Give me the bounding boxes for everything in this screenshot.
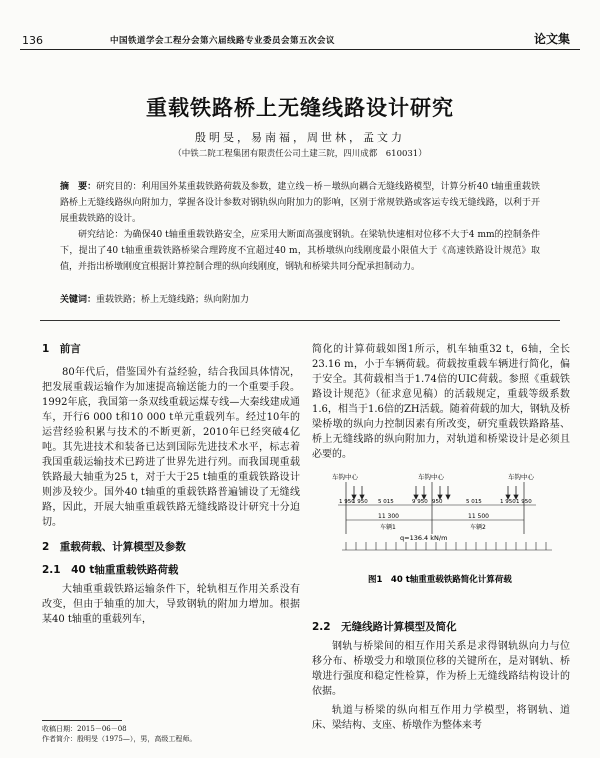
- paper-title: 重载铁路桥上无缝线路设计研究: [146, 95, 454, 120]
- abstract-label: 摘 要：: [60, 182, 97, 192]
- authors: 殷明旻，易南福，周世林，孟文力: [195, 131, 405, 144]
- page-number: 136: [22, 34, 43, 47]
- dim-label-6: 5 015: [466, 499, 482, 505]
- affiliation: （中铁二院工程集团有限责任公司土建三院，四川成都 610031）: [173, 149, 427, 159]
- abstract-text: 研究目的：利用国外某重载铁路荷载及参数，建立线－桥－墩纵向耦合无缝线路模型，计算分析40 t轴重重载铁路桥上无缝线路纵向附加力，掌握各设计参数对钢轨纵向附加力的影响，区别于常规铁路或客运专线无缝线路，以利于开展重载铁路的设计。: [60, 182, 540, 224]
- abstract-conclusion: 研究结论：为确保40 t轴重重载铁路安全，应采用大断面高强度钢轨。在梁轨快速相对位移不大于4 mm的控制条件下，提出了40 t轴重重载铁路桥梁合理跨度不宜超过40 m，其桥墩纵向线刚度最小限值大于《高速铁路设计规范》取值，并指出桥墩刚度宜根据计算控制合理的纵向线刚度，钢轨和桥梁共同分配承担制动力。: [60, 230, 540, 272]
- dim-label-8: 1 950: [516, 499, 532, 505]
- section-2-2-paragraph-2: 轨道与桥梁的纵向相互作用力学模型，将钢轨、道床、梁结构、支座、桥墩作为整体来考: [312, 705, 570, 731]
- footnote: [42, 724, 302, 744]
- figure-1-load-diagram: [312, 470, 570, 595]
- section-1-paragraph: 80年代后，借鉴国外有益经验，结合我国具体情况，把发展重载运输作为加速提高输送能力的一个重要手段。1992年底，我国第一条双线重载运煤专线—大秦线建成通车，开行6 000 t和10 000 t单元重载列车。经过10年的运营经验积累与技术的不断更新，2010年已经突破4亿吨。其先进技术和装备已达到国际先进技术水平，标志着我国重载运输技术已跨进了世界先进行列。而我国现重载铁路最大轴重为25 t，对于大于25 t轴重的重载铁路设计则涉及较少。国外40 t轴重的重载铁路普遍铺设了无缝线路，因此，开展大轴重重载铁路无缝线路设计研究十分迫切。: [42, 367, 300, 528]
- section-2-1-heading: 2.1 40 t轴重重载铁路荷载: [42, 564, 179, 576]
- abstract-separator: [40, 320, 560, 321]
- right-column-bottom: [312, 620, 570, 733]
- received-date: 收稿日期：2015－06－08: [42, 725, 127, 733]
- uniform-load-hatch: [342, 542, 552, 550]
- dim-label-2: 1 950: [352, 499, 368, 505]
- keywords-label: 关键词：: [60, 295, 97, 305]
- section-2-heading: 2 重载荷载、计算模型及参数: [42, 541, 186, 553]
- car-center-label-2: 车钩中心: [418, 473, 444, 481]
- span-label-1: 11 300: [378, 513, 399, 520]
- dim-label-3: 5 015: [378, 499, 394, 505]
- abstract: [60, 179, 540, 227]
- car-center-label-1: 车钩中心: [332, 473, 358, 481]
- dim-label-5: 950: [432, 499, 443, 505]
- dim-label-4: 9 950: [412, 499, 428, 505]
- axle-load-arrows: [352, 486, 518, 499]
- keywords: [60, 292, 540, 308]
- left-column: [42, 342, 300, 627]
- right-column-top: 简化的计算荷载如图1所示，机车轴重32 t，6轴，全长23.16 m，小于车辆荷载。荷载按重载车辆进行简化，偏于安全。其荷载相当于1.74倍的UIC荷载。参照《重载铁路设计规范》（征求意见稿）的活载规定，重载等级系数1.6，相当于1.6倍的ZH活载。随着荷载的加大，钢轨及桥梁桥墩的纵向力控制因素有所改变，研究重载铁路路基、桥上无缝线路的纵向附加力，对轨道和桥梁设计是必须且必要的。: [312, 344, 570, 460]
- car-label-2: 车辆2: [470, 524, 486, 531]
- section-tag: 论文集: [533, 32, 570, 46]
- dim-label-1: 1 950: [339, 499, 355, 505]
- span-label-2: 11 500: [468, 513, 489, 520]
- header-rule: [20, 49, 580, 50]
- load-label: q=136.4 kN/m: [400, 534, 448, 542]
- section-2-2-heading: 2.2 无缝线路计算模型及简化: [312, 621, 457, 633]
- section-1-heading: 1 前言: [42, 343, 81, 355]
- dim-label-7: 1 950: [500, 499, 516, 505]
- section-2-2-paragraph-1: 钢轨与桥梁间的相互作用关系是求得钢轨纵向力与位移分布、桥墩受力和墩顶位移的关键所在，是对钢轨、桥墩进行强度和稳定性检算，作为桥上无缝线路结构设计的依据。: [312, 641, 570, 697]
- footnote-rule: [42, 720, 122, 721]
- figure-1-caption: 图1 40 t轴重重载铁路简化计算荷载: [368, 575, 512, 585]
- author-bio: 作者简介：殷明旻（1975—），男，高级工程师。: [42, 735, 197, 743]
- keywords-text: 重载铁路；桥上无缝线路；纵向附加力: [96, 295, 250, 305]
- car-center-label-3: 车钩中心: [508, 473, 534, 481]
- section-2-1-paragraph: 大轴重重载铁路运输条件下，轮轨相互作用关系没有改变，但由于轴重的加大，导致钢轨的附加力增加。根据某40 t轴重的重载列车，: [42, 584, 300, 625]
- conference-title: 中国铁道学会工程分会第六届线路专业委员会第五次会议: [110, 36, 336, 46]
- car-label-1: 车辆1: [380, 524, 396, 531]
